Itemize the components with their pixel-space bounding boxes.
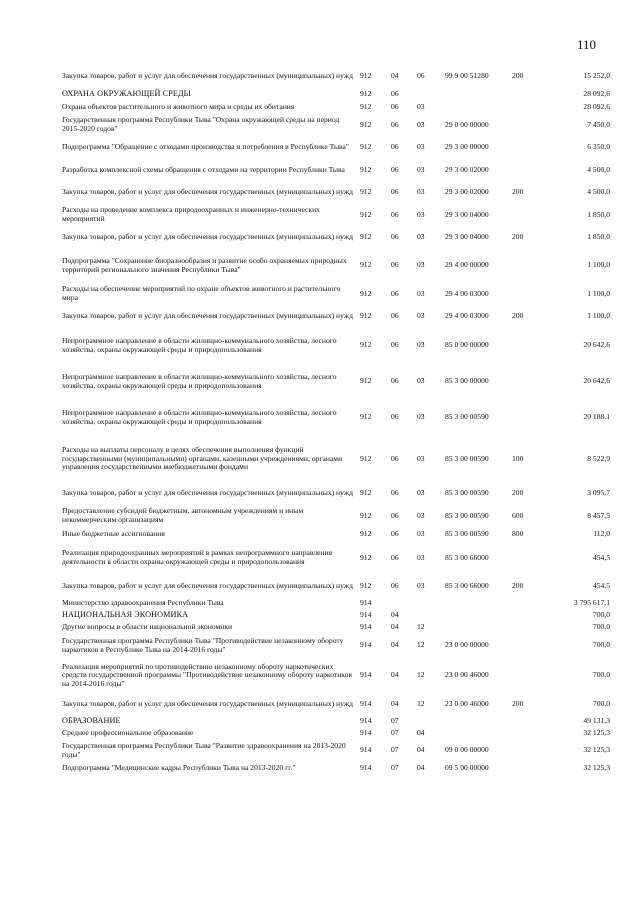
row-section-code: 04 xyxy=(391,71,399,81)
row-name: Разработка комплексной схемы обращения с отходами на территории Республики Тыва xyxy=(62,164,345,174)
row-target-article-code: 85 3 00 66000 xyxy=(445,581,489,591)
row-expense-type-code: 200 xyxy=(512,488,524,498)
row-amount: 7 450,0 xyxy=(587,119,610,129)
row-name: Непрограммное направление в области жилищно-коммунального хозяйства, лесного хозяйства, охраны окружающей среды и природопользования xyxy=(62,407,337,426)
table-row xyxy=(60,249,612,283)
row-target-article-code xyxy=(443,622,510,634)
row-subsection-code: 12 xyxy=(417,640,425,650)
row-grbs-code: 914 xyxy=(360,670,372,680)
row-section-code: 06 xyxy=(391,453,399,463)
row-expense-type-code xyxy=(510,541,539,576)
row-grbs-code: 912 xyxy=(360,510,372,520)
row-subsection-code: 03 xyxy=(417,412,425,422)
row-grbs-code: 912 xyxy=(360,412,372,422)
row-grbs-code: 912 xyxy=(360,88,372,98)
row-amount: 32 125,3 xyxy=(583,728,610,738)
row-amount: 49 131,3 xyxy=(583,716,610,726)
row-grbs-code: 914 xyxy=(360,622,372,632)
row-name: Закупка товаров, работ и услуг для обеспечения государственных (муниципальных) нужд xyxy=(62,699,353,709)
row-section-code: 06 xyxy=(391,376,399,386)
row-grbs-code: 912 xyxy=(360,340,372,350)
row-target-article-code: 09 0 00 00000 xyxy=(445,745,489,755)
row-amount: 4 500,0 xyxy=(587,164,610,174)
row-name: Расходы на выплаты персоналу в целях обеспечения выполнения функций государственными (муниципальными) органами, казенными учреждениями, органами управления государственными внебюджетными фондами xyxy=(62,445,343,472)
row-amount: 112,0 xyxy=(593,528,610,538)
row-name: Закупка товаров, работ и услуг для обеспечения государственных (муниципальных) нужд xyxy=(62,311,353,321)
row-grbs-code: 912 xyxy=(360,552,372,562)
row-subsection-code xyxy=(415,598,443,610)
row-expense-type-code: 800 xyxy=(512,528,524,538)
row-grbs-code: 914 xyxy=(360,640,372,650)
row-amount: 700,0 xyxy=(592,610,610,620)
row-grbs-code: 912 xyxy=(360,101,372,111)
row-expense-type-code xyxy=(510,762,539,775)
row-expense-type-code xyxy=(510,658,539,694)
table-row xyxy=(60,88,612,101)
table-row xyxy=(60,227,612,249)
row-amount: 20 188,1 xyxy=(583,412,610,422)
table-row xyxy=(60,576,612,598)
row-amount: 3 095,7 xyxy=(587,488,610,498)
row-target-article-code: 85 3 00 00590 xyxy=(445,412,489,422)
row-target-article-code: 85 3 00 00590 xyxy=(445,528,489,538)
row-grbs-code: 912 xyxy=(360,119,372,129)
row-section-code: 06 xyxy=(391,88,399,98)
row-section-code: 06 xyxy=(391,510,399,520)
row-target-article-code xyxy=(443,728,510,740)
row-target-article-code: 29 4 00 03000 xyxy=(445,288,489,298)
row-amount: 700,0 xyxy=(592,640,610,650)
row-target-article-code: 85 3 00 00000 xyxy=(445,376,489,386)
row-amount: 6 350,0 xyxy=(587,142,610,152)
row-grbs-code: 912 xyxy=(360,311,372,321)
table-row xyxy=(60,610,612,622)
row-target-article-code: 23 0 00 46000 xyxy=(445,670,489,680)
row-amount: 700,0 xyxy=(592,670,610,680)
row-amount: 1 100,0 xyxy=(587,260,610,270)
row-expense-type-code: 100 xyxy=(512,453,524,463)
row-section-code: 06 xyxy=(391,288,399,298)
row-amount: 454,5 xyxy=(592,552,610,562)
table-row xyxy=(60,328,612,364)
row-section-code: 06 xyxy=(391,164,399,174)
row-name: Другие вопросы в области национальной экономики xyxy=(62,622,233,632)
row-name: Подпрограмма "Обращение с отходами производства и потребления в Республике Тыва" xyxy=(62,142,349,152)
row-expense-type-code: 200 xyxy=(512,71,524,81)
table-row xyxy=(60,658,612,694)
row-expense-type-code xyxy=(510,159,539,182)
row-subsection-code: 03 xyxy=(417,528,425,538)
row-subsection-code: 03 xyxy=(417,232,425,242)
row-grbs-code: 912 xyxy=(360,528,372,538)
row-target-article-code: 99 9 00 51280 xyxy=(445,71,489,81)
row-target-article-code xyxy=(443,598,510,610)
row-target-article-code: 85 0 00 00000 xyxy=(445,340,489,350)
row-target-article-code: 29 3 00 02000 xyxy=(445,187,489,197)
row-expense-type-code xyxy=(510,598,539,610)
table-row xyxy=(60,159,612,182)
row-target-article-code xyxy=(443,716,510,728)
table-row xyxy=(60,762,612,775)
row-name: Непрограммное направление в области жилищно-коммунального хозяйства, лесного хозяйства, охраны окружающей среды и природопользования xyxy=(62,371,337,390)
table-row xyxy=(60,483,612,505)
row-name: ОБРАЗОВАНИЕ xyxy=(62,716,121,726)
row-section-code: 07 xyxy=(391,762,399,772)
row-name: Государственная программа Республики Тыва "Развитие здравоохранения на 2013-2020 годы" xyxy=(62,740,346,759)
row-subsection-code: 03 xyxy=(417,119,425,129)
row-subsection-code: 03 xyxy=(417,376,425,386)
row-grbs-code: 912 xyxy=(360,376,372,386)
row-section-code: 04 xyxy=(391,610,399,620)
row-target-article-code: 29 4 00 00000 xyxy=(445,260,489,270)
row-expense-type-code xyxy=(510,400,539,436)
row-target-article-code: 09 5 00 00000 xyxy=(445,762,489,772)
row-expense-type-code xyxy=(510,283,539,306)
row-target-article-code: 29 3 00 02000 xyxy=(445,164,489,174)
row-amount: 454,5 xyxy=(592,581,610,591)
row-section-code: 04 xyxy=(391,699,399,709)
row-subsection-code: 03 xyxy=(417,581,425,591)
row-subsection-code: 04 xyxy=(417,762,425,772)
row-section-code: 07 xyxy=(391,728,399,738)
row-name: Закупка товаров, работ и услуг для обеспечения государственных (муниципальных) нужд xyxy=(62,71,353,81)
row-name: Подпрограмма "Сохранение биоразнообразия и развитие особо охраняемых природных территорий регионального значения Республики Тыва" xyxy=(62,255,347,274)
row-target-article-code: 29 0 00 00000 xyxy=(445,119,489,129)
row-amount: 8 522,9 xyxy=(587,453,610,463)
row-grbs-code: 914 xyxy=(360,716,372,726)
row-expense-type-code xyxy=(510,716,539,728)
row-name: Иные бюджетные ассигнования xyxy=(62,528,165,538)
row-grbs-code: 912 xyxy=(360,288,372,298)
row-section-code: 06 xyxy=(391,187,399,197)
row-grbs-code: 912 xyxy=(360,260,372,270)
row-name: Закупка товаров, работ и услуг для обеспечения государственных (муниципальных) нужд xyxy=(62,187,353,197)
row-amount: 32 125,3 xyxy=(583,745,610,755)
row-grbs-code: 912 xyxy=(360,164,372,174)
table-row xyxy=(60,364,612,400)
row-expense-type-code xyxy=(510,88,539,101)
row-amount: 15 252,0 xyxy=(583,71,610,81)
table-row xyxy=(60,137,612,159)
row-subsection-code: 03 xyxy=(417,260,425,270)
row-expense-type-code: 200 xyxy=(512,311,524,321)
row-subsection-code: 03 xyxy=(417,187,425,197)
row-subsection-code: 12 xyxy=(417,622,425,632)
row-grbs-code: 914 xyxy=(360,610,372,620)
row-subsection-code: 03 xyxy=(417,488,425,498)
table-row xyxy=(60,528,612,541)
table-row xyxy=(60,182,612,204)
row-section-code: 06 xyxy=(391,581,399,591)
row-section-code: 06 xyxy=(391,412,399,422)
row-name: Реализация природоохранных мероприятий в рамках непрограммного направления деятельности в области охраны окружающей среды и природопользования xyxy=(62,548,333,566)
table-row xyxy=(60,400,612,436)
row-target-article-code xyxy=(443,610,510,622)
row-amount: 28 092,6 xyxy=(583,101,610,111)
row-name: Непрограммное направление в области жилищно-коммунального хозяйства, лесного хозяйства, охраны окружающей среды и природопользования xyxy=(62,335,337,354)
row-subsection-code: 06 xyxy=(417,71,425,81)
row-grbs-code: 914 xyxy=(360,598,372,608)
row-expense-type-code xyxy=(510,137,539,159)
row-grbs-code: 912 xyxy=(360,581,372,591)
row-grbs-code: 914 xyxy=(360,762,372,772)
row-grbs-code: 912 xyxy=(360,488,372,498)
table-row xyxy=(60,634,612,658)
row-target-article-code: 29 3 00 04000 xyxy=(445,209,489,219)
row-subsection-code: 03 xyxy=(417,209,425,219)
row-expense-type-code xyxy=(510,249,539,283)
row-subsection-code: 12 xyxy=(417,670,425,680)
row-section-code: 07 xyxy=(391,745,399,755)
row-subsection-code: 03 xyxy=(417,510,425,520)
row-name: Среднее профессиональное образование xyxy=(62,728,194,738)
row-name: Реализация мероприятий по противодействию незаконному обороту наркотических средств государственной программы "Противодействие незаконному обороту наркотиков на 2014-2016 годы" xyxy=(62,661,352,688)
row-target-article-code xyxy=(443,101,510,114)
row-amount: 3 795 617,1 xyxy=(573,598,610,608)
table-row xyxy=(60,114,612,137)
row-grbs-code: 912 xyxy=(360,209,372,219)
row-amount: 20 642,6 xyxy=(583,340,610,350)
row-section-code: 04 xyxy=(391,622,399,632)
row-subsection-code: 04 xyxy=(417,728,425,738)
row-amount: 20 642,6 xyxy=(583,376,610,386)
row-subsection-code: 03 xyxy=(417,288,425,298)
table-row xyxy=(60,740,612,762)
row-section-code: 06 xyxy=(391,311,399,321)
row-expense-type-code: 200 xyxy=(512,232,524,242)
row-subsection-code: 03 xyxy=(417,340,425,350)
row-target-article-code: 85 3 00 00590 xyxy=(445,488,489,498)
row-name: НАЦИОНАЛЬНАЯ ЭКОНОМИКА xyxy=(62,610,189,620)
row-expense-type-code xyxy=(510,634,539,658)
row-section-code: 04 xyxy=(391,640,399,650)
row-name: Министерство здравоохранения Республики Тыва xyxy=(62,598,224,608)
row-expense-type-code xyxy=(510,101,539,114)
row-amount: 700,0 xyxy=(592,699,610,709)
page-number: 110 xyxy=(577,37,597,52)
row-expense-type-code xyxy=(510,328,539,364)
row-target-article-code: 85 3 00 00590 xyxy=(445,510,489,520)
row-amount: 8 457,5 xyxy=(587,510,610,520)
table-row xyxy=(60,694,612,716)
row-grbs-code: 912 xyxy=(360,232,372,242)
row-name: ОХРАНА ОКРУЖАЮЩЕЙ СРЕДЫ xyxy=(62,88,191,98)
row-amount: 1 100,0 xyxy=(587,311,610,321)
table-row xyxy=(60,436,612,483)
row-expense-type-code: 200 xyxy=(512,699,524,709)
row-subsection-code: 03 xyxy=(417,453,425,463)
row-name: Расходы на обеспечение мероприятий по охране объектов животного и растительного мира xyxy=(62,284,341,302)
row-section-code: 06 xyxy=(391,340,399,350)
row-section-code: 06 xyxy=(391,260,399,270)
table-row xyxy=(60,66,612,88)
row-subsection-code: 03 xyxy=(417,101,425,111)
row-expense-type-code xyxy=(510,610,539,622)
row-name: Подпрограмма "Медицинские кадры Республики Тыва на 2013-2020 гг." xyxy=(62,762,296,772)
row-amount: 1 850,0 xyxy=(587,232,610,242)
row-subsection-code: 03 xyxy=(417,164,425,174)
row-section-code: 04 xyxy=(391,670,399,680)
row-name: Закупка товаров, работ и услуг для обеспечения государственных (муниципальных) нужд xyxy=(62,581,353,591)
row-name: Государственная программа Республики Тыва "Противодействие незаконному обороту наркотиков в Республике Тыва на 2014-2016 годы" xyxy=(62,635,344,654)
row-section-code: 06 xyxy=(391,232,399,242)
row-amount: 700,0 xyxy=(592,622,610,632)
row-expense-type-code xyxy=(510,622,539,634)
row-section-code: 06 xyxy=(391,528,399,538)
row-subsection-code: 03 xyxy=(417,142,425,152)
row-amount: 28 092,6 xyxy=(583,88,610,98)
row-section-code: 06 xyxy=(391,488,399,498)
table-row xyxy=(60,728,612,740)
row-expense-type-code: 600 xyxy=(512,510,524,520)
budget-table xyxy=(60,66,612,775)
row-expense-type-code xyxy=(510,364,539,400)
row-section-code: 06 xyxy=(391,101,399,111)
row-section-code: 07 xyxy=(391,716,399,726)
row-subsection-code xyxy=(415,716,443,728)
table-row xyxy=(60,101,612,114)
row-subsection-code: 03 xyxy=(417,552,425,562)
row-expense-type-code xyxy=(510,740,539,762)
row-subsection-code xyxy=(415,88,443,101)
row-amount: 1 850,0 xyxy=(587,209,610,219)
row-amount: 32 125,3 xyxy=(583,762,610,772)
row-amount: 4 500,0 xyxy=(587,187,610,197)
row-expense-type-code xyxy=(510,114,539,137)
row-section-code: 06 xyxy=(391,142,399,152)
row-target-article-code: 23 0 00 00000 xyxy=(445,640,489,650)
row-name: Предоставление субсидий бюджетным, автономным учреждениям и иным некоммерческим организациям xyxy=(62,506,304,524)
row-grbs-code: 914 xyxy=(360,728,372,738)
row-grbs-code: 912 xyxy=(360,453,372,463)
row-target-article-code xyxy=(443,88,510,101)
table-row xyxy=(60,306,612,328)
table-row xyxy=(60,541,612,576)
budget-table-container xyxy=(60,66,612,775)
table-row xyxy=(60,204,612,227)
row-target-article-code: 29 3 00 00000 xyxy=(445,142,489,152)
row-expense-type-code: 200 xyxy=(512,187,524,197)
row-subsection-code: 03 xyxy=(417,311,425,321)
row-subsection-code xyxy=(415,610,443,622)
row-grbs-code: 914 xyxy=(360,699,372,709)
row-grbs-code: 914 xyxy=(360,745,372,755)
row-section-code: 06 xyxy=(391,209,399,219)
row-target-article-code: 23 0 00 46000 xyxy=(445,699,489,709)
table-row xyxy=(60,716,612,728)
row-name: Охрана объектов растительного и животного мира и среды их обитания xyxy=(62,101,295,111)
table-row xyxy=(60,505,612,528)
row-target-article-code: 85 3 00 66000 xyxy=(445,552,489,562)
row-grbs-code: 912 xyxy=(360,142,372,152)
row-amount: 1 100,0 xyxy=(587,288,610,298)
row-grbs-code: 912 xyxy=(360,71,372,81)
row-target-article-code: 29 3 00 04000 xyxy=(445,232,489,242)
row-name: Государственная программа Республики Тыва "Охрана окружающей среды на период 2015-2020 годов" xyxy=(62,115,340,133)
row-target-article-code: 29 4 00 03000 xyxy=(445,311,489,321)
row-expense-type-code xyxy=(510,728,539,740)
row-target-article-code: 85 3 00 00590 xyxy=(445,453,489,463)
table-row xyxy=(60,283,612,306)
row-name: Закупка товаров, работ и услуг для обеспечения государственных (муниципальных) нужд xyxy=(62,488,353,498)
row-section-code xyxy=(389,598,415,610)
budget-table-body xyxy=(60,66,612,775)
row-expense-type-code xyxy=(510,204,539,227)
row-subsection-code: 04 xyxy=(417,745,425,755)
row-name: Закупка товаров, работ и услуг для обеспечения государственных (муниципальных) нужд xyxy=(62,232,353,242)
row-subsection-code: 12 xyxy=(417,699,425,709)
row-grbs-code: 912 xyxy=(360,187,372,197)
row-name: Расходы на проведение комплекса природоохранных и инженерно-технических мероприятий xyxy=(62,205,320,223)
row-section-code: 06 xyxy=(391,552,399,562)
row-section-code: 06 xyxy=(391,119,399,129)
table-row xyxy=(60,622,612,634)
row-expense-type-code: 200 xyxy=(512,581,524,591)
table-row xyxy=(60,598,612,610)
